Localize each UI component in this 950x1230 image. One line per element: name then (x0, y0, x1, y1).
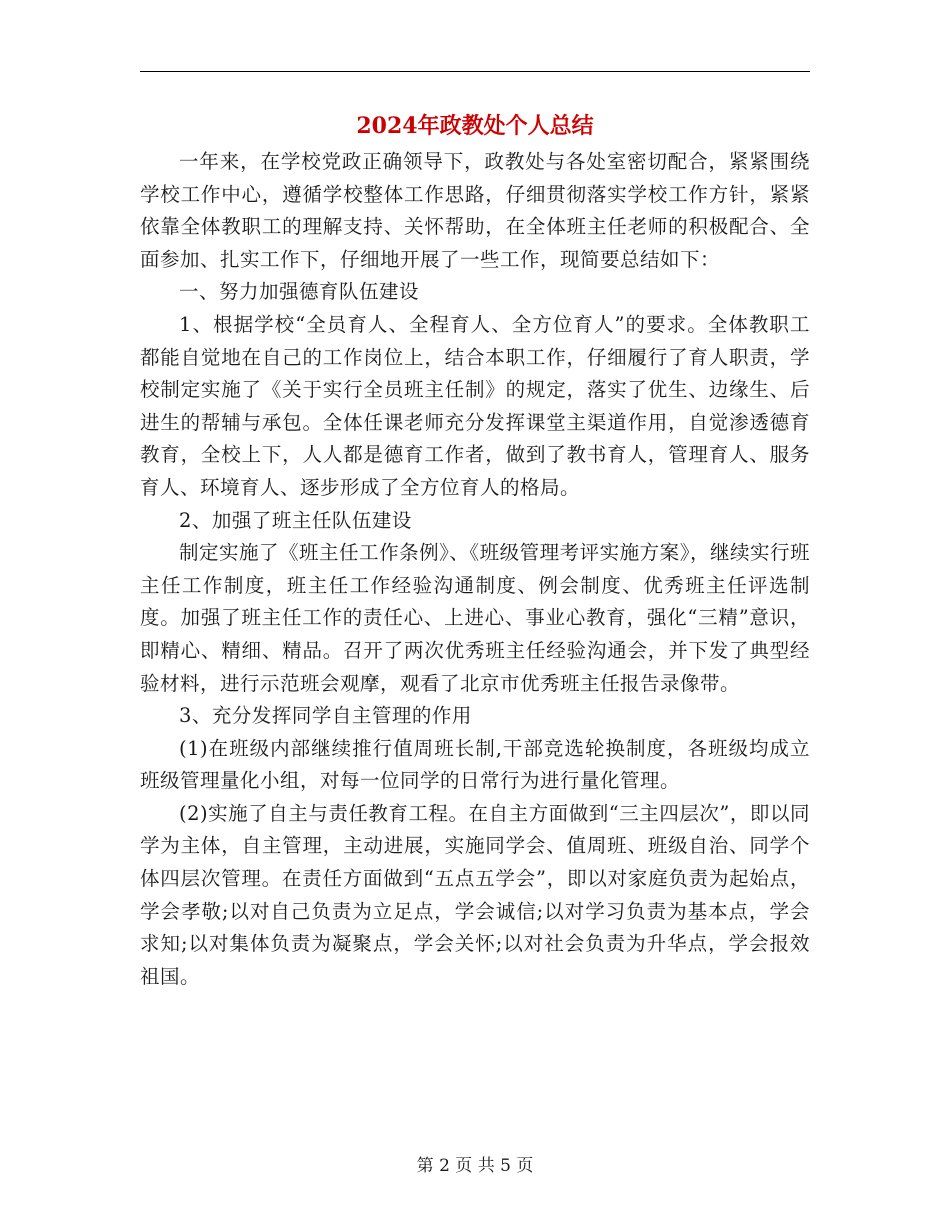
document-title: 2024年政教处个人总结 (356, 113, 594, 139)
section-heading-1: 一、努力加强德育队伍建设 (179, 280, 420, 304)
subheading-3: 3、充分发挥同学自主管理的作用 (179, 704, 472, 728)
paragraph-2: 制定实施了《班主任工作条例》、《班级管理考评实施方案》，继续实行班主任工作制度，班主任工作经验沟通制度、例会制度、优秀班主任评选制度。加强了班主任工作的责任心、上进心、事业心教育，强化“三精”意识，即精心、精细、精品。召开了两次优秀班主任经验沟通会，并下发了典型经验材料，进行示范班会观摩，观看了北京市优秀班主任报告录像带。 (140, 541, 810, 695)
paragraph-1: 1、根据学校“全员育人、全程育人、全方位育人”的要求。全体教职工都能自觉地在自己的工作岗位上，结合本职工作，仔细履行了育人职责，学校制定实施了《关于实行全员班主任制》的规定，落实了优生、边缘生、后进生的帮辅与承包。全体任课老师充分发挥课堂主渠道作用，自觉渗透德育教育，全校上下，人人都是德育工作者，做到了教书育人，管理育人、服务育人、环境育人、逐步形成了全方位育人的格局。 (140, 312, 810, 499)
header-rule (140, 71, 810, 72)
subheading-2: 2、加强了班主任队伍建设 (179, 508, 412, 532)
page-footer: 第 2 页 共 5 页 (416, 1156, 534, 1176)
document-body (140, 146, 810, 993)
paragraph-3-2: (2)实施了自主与责任教育工程。在自主方面做到“三主四层次”，即以同学为主体，自主管理，主动进展，实施同学会、值周班、班级自治、同学个体四层次管理。在责任方面做到“五点五学会”，即以对家庭负责为起始点，学会孝敬;以对自己负责为立足点，学会诚信;以对学习负责为基本点，学会求知;以对集体负责为凝聚点，学会关怀;以对社会负责为升华点，学会报效祖国。 (140, 801, 810, 988)
intro-paragraph: 一年来，在学校党政正确领导下，政教处与各处室密切配合，紧紧围绕学校工作中心，遵循学校整体工作思路，仔细贯彻落实学校工作方针，紧紧依靠全体教职工的理解支持、关怀帮助，在全体班主任老师的积极配合、全面参加、扎实工作下，仔细地开展了一些工作，现简要总结如下： (140, 150, 810, 271)
paragraph-3-1: (1)在班级内部继续推行值周班长制,干部竞选轮换制度，各班级均成立班级管理量化小组，对每一位同学的日常行为进行量化管理。 (140, 736, 810, 793)
